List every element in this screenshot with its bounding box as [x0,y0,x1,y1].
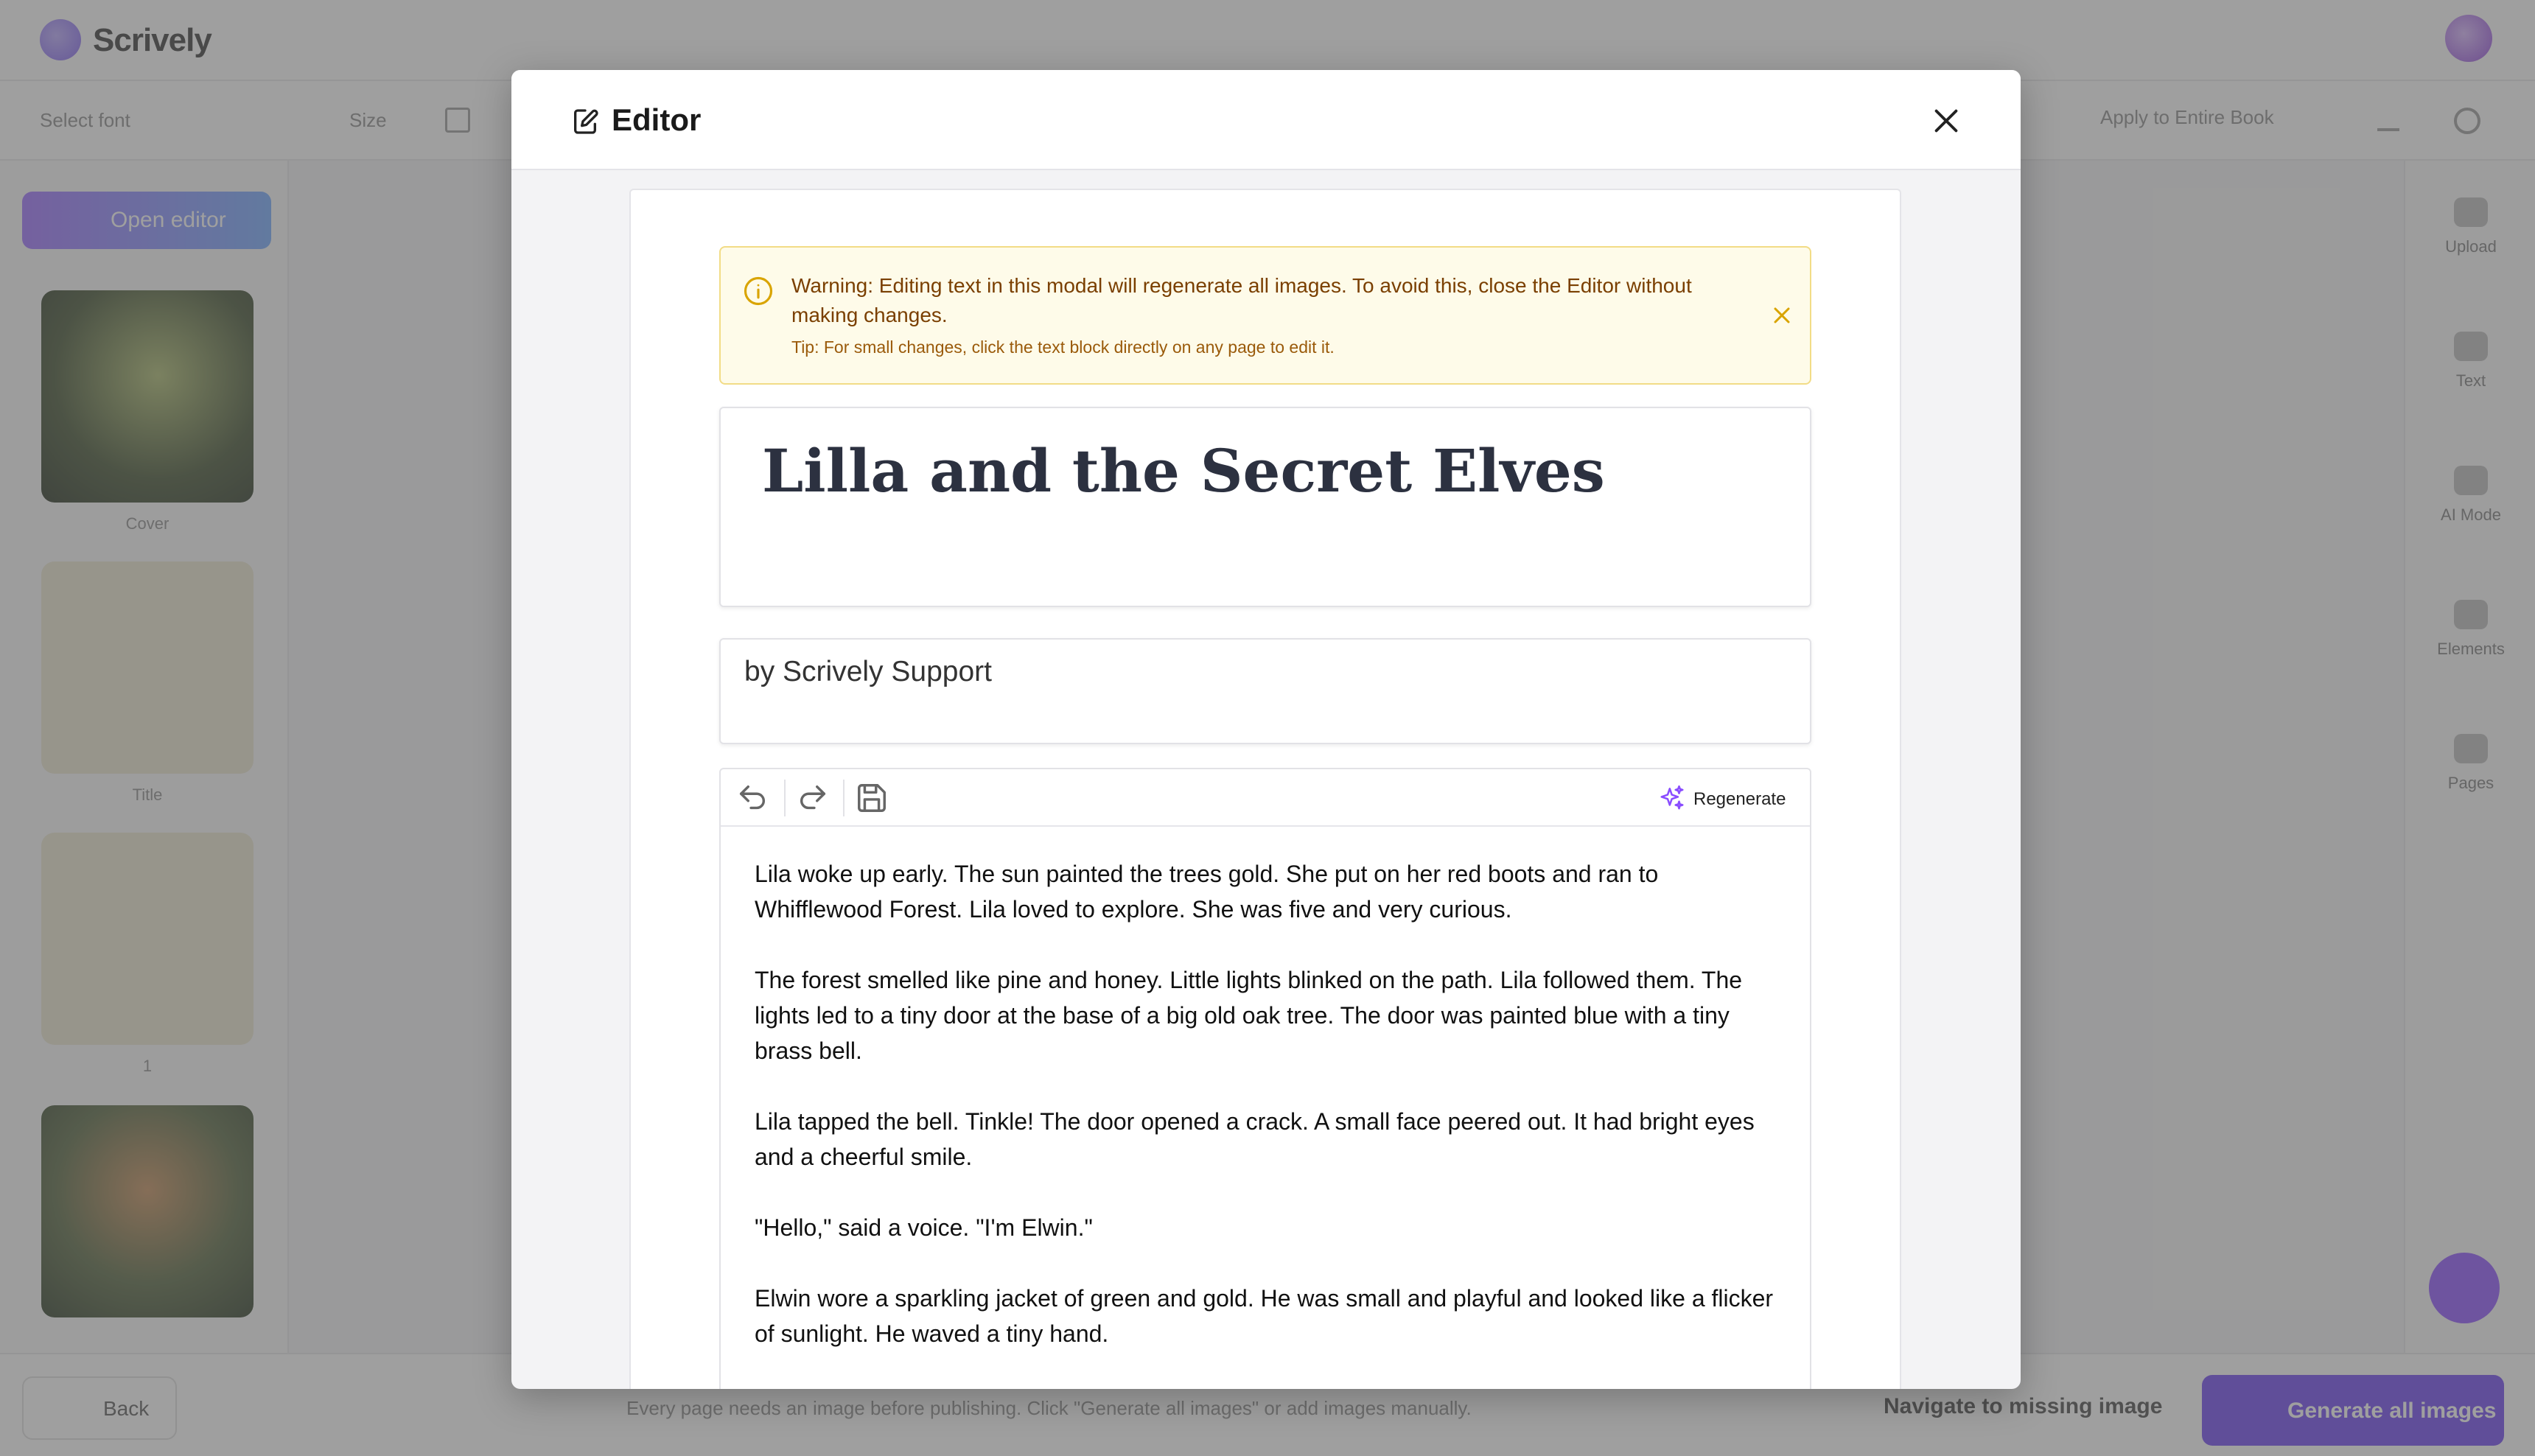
modal-header [511,70,2021,170]
story-paragraph: Elwin wore a sparkling jacket of green and gold. He was small and playful and looked like a flicker of sunlight. He waved a tiny hand. [755,1285,1774,1347]
story-paragraph: Lila woke up early. The sun painted the trees gold. She put on her red boots and ran to Whifflewood Forest. Lila loved to explore. She was five and very curious. [755,861,1659,923]
modal-title: Editor [612,102,702,137]
warning-banner [719,246,1811,385]
editor-page [629,189,1901,1389]
story-text-editor [719,768,1811,1389]
save-icon[interactable] [855,781,889,815]
story-paragraph: Lila tapped the bell. Tinkle! The door opened a crack. A small face peered out. It had bright eyes and a cheerful smile. [755,1108,1755,1170]
undo-icon[interactable] [735,781,769,815]
edit-document-icon [570,107,600,136]
author-input[interactable] [744,656,1776,688]
toolbar-divider [843,780,845,816]
warning-text: Warning: Editing text in this modal will regenerate all images. To avoid this, close the Editor without making changes. [791,274,1692,326]
editor-toolbar [721,769,1810,827]
toolbar-divider [784,780,786,816]
story-text[interactable] [755,856,1779,1387]
close-icon[interactable] [1769,302,1795,329]
regenerate-label: Regenerate [1693,789,1786,809]
story-paragraph: The forest smelled like pine and honey. Little lights blinked on the path. Lila followed them. The lights led to a tiny door at the base of a big old oak tree. The door was painted blue with a tiny brass bell. [755,967,1743,1064]
redo-icon[interactable] [796,781,830,815]
book-title-field [719,407,1811,607]
story-paragraph: "Hello," said a voice. "I'm Elwin." [755,1214,1093,1241]
close-icon[interactable] [1929,104,1963,138]
warning-tip: Tip: For small changes, click the text block directly on any page to edit it. [791,337,1335,357]
author-field [719,638,1811,744]
info-icon [743,276,774,307]
book-title-input[interactable] [762,436,1779,505]
regenerate-button[interactable] [1658,780,1798,816]
sparkle-icon [1658,784,1686,812]
editor-modal [511,70,2021,1389]
